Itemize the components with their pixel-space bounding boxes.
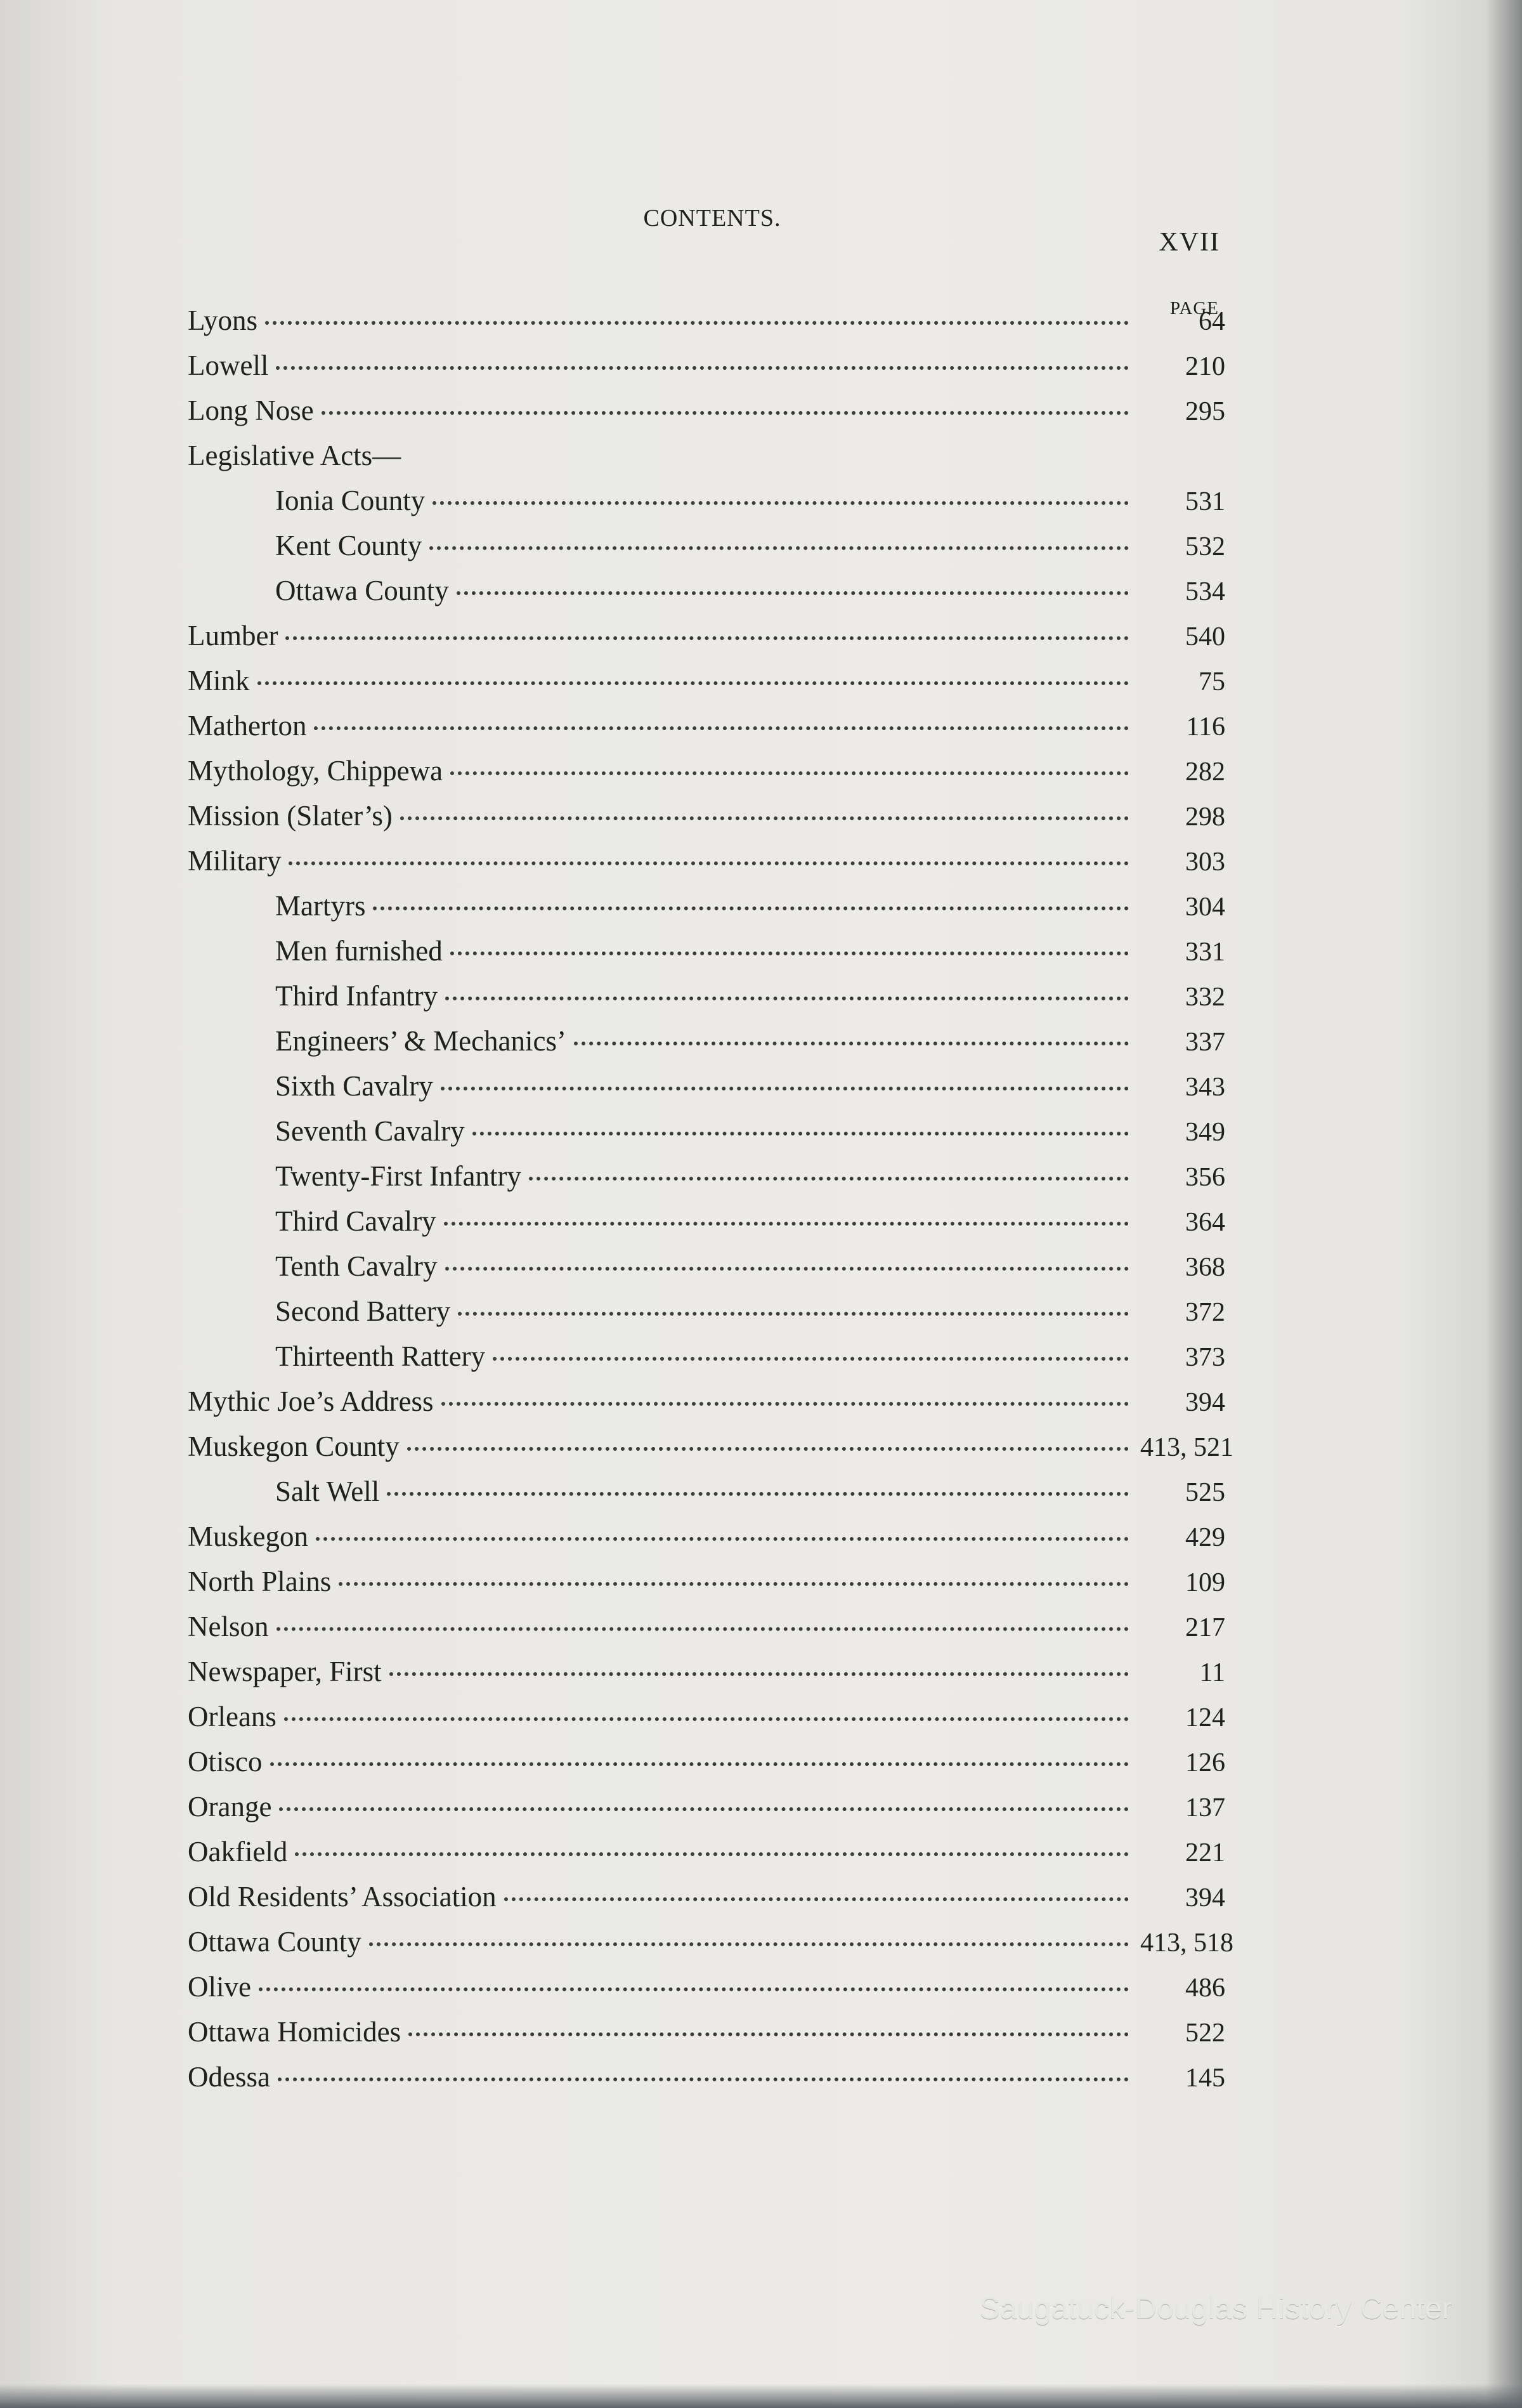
toc-subentry [188, 929, 1225, 974]
toc-entry-label: Third Infantry [275, 980, 438, 1012]
toc-subentry [188, 884, 1225, 929]
toc-entry [188, 613, 1225, 658]
toc-entry-label: Second Battery [275, 1295, 451, 1327]
toc-entry-label: Mink [188, 665, 250, 697]
toc-entry-page: 337 [1185, 1028, 1225, 1057]
toc-entry-page: 372 [1185, 1298, 1225, 1327]
roman-page-number: XVII [1159, 228, 1220, 257]
toc-entry [188, 1739, 1225, 1784]
leader-dots [407, 1446, 1129, 1451]
leader-dots [441, 1401, 1129, 1406]
toc-subentry [188, 1019, 1225, 1064]
toc-entry [188, 749, 1225, 794]
toc-entry-label: Lyons [188, 304, 258, 336]
toc-subentry [188, 974, 1225, 1019]
leader-dots [458, 1311, 1129, 1316]
toc-entry-label: Thirteenth Rattery [275, 1340, 486, 1372]
leader-dots [278, 2077, 1129, 2081]
toc-entry-page: 331 [1185, 938, 1225, 967]
toc-entry-page: 295 [1185, 397, 1225, 426]
toc-entry-page: 394 [1185, 1388, 1225, 1417]
toc-entry [188, 1965, 1225, 2010]
leader-dots [400, 816, 1129, 820]
toc-entry-label: Military [188, 845, 282, 877]
toc-entry-label: Olive [188, 1971, 251, 2003]
leader-dots [444, 1221, 1129, 1226]
toc-heading [188, 433, 1225, 478]
toc-entry-label: Third Cavalry [275, 1205, 436, 1237]
toc-entry-page: 532 [1185, 532, 1225, 561]
toc-entry-page: 303 [1185, 847, 1225, 877]
leader-dots [279, 1807, 1129, 1811]
toc-subentry [188, 1109, 1225, 1154]
toc-entry-label: Nelson [188, 1611, 269, 1642]
leader-dots [472, 1131, 1129, 1135]
toc-entry-page: 75 [1199, 667, 1225, 697]
leader-dots [265, 320, 1129, 325]
toc-entry-label: Orange [188, 1791, 272, 1822]
toc-entry-page: 137 [1185, 1793, 1225, 1822]
toc-entry-label: Martyrs [275, 890, 366, 922]
toc-subentry [188, 1154, 1225, 1199]
toc-entry [188, 1784, 1225, 1829]
toc-entry-page: 11 [1199, 1658, 1225, 1687]
leader-dots [457, 591, 1129, 595]
toc-entry-label: Mythology, Chippewa [188, 755, 443, 787]
leader-dots [289, 861, 1129, 865]
toc-entry-page: 210 [1185, 352, 1225, 381]
toc-entry-page: 413, 521 [1140, 1433, 1233, 1462]
toc-entry [188, 298, 1225, 343]
toc-entry-label: Odessa [188, 2061, 270, 2093]
leader-dots [295, 1852, 1129, 1856]
toc-entry-label: Tenth Cavalry [275, 1250, 438, 1282]
leader-dots [408, 2032, 1129, 2036]
leader-dots [441, 1086, 1129, 1090]
leader-dots [445, 996, 1129, 1000]
leader-dots [339, 1581, 1129, 1586]
leader-dots [373, 906, 1129, 910]
toc-entry [188, 1875, 1225, 1920]
toc-entry [188, 703, 1225, 749]
toc-entry-page: 368 [1185, 1253, 1225, 1282]
toc-entry [188, 1514, 1225, 1559]
toc-entry-label: Mythic Joe’s Address [188, 1385, 434, 1417]
toc-entry-label: Lowell [188, 350, 269, 381]
leader-dots [493, 1356, 1129, 1361]
toc-entry-label: Matherton [188, 710, 307, 742]
toc-entry-page: 126 [1185, 1748, 1225, 1777]
leader-dots [574, 1041, 1129, 1045]
leader-dots [270, 1762, 1129, 1766]
toc-entry-page: 145 [1185, 2064, 1225, 2093]
toc-entry-page: 349 [1185, 1118, 1225, 1147]
leader-dots [429, 546, 1129, 550]
leader-space [408, 459, 1129, 460]
toc-entry [188, 343, 1225, 388]
leader-dots [285, 636, 1129, 640]
toc-entry [188, 1559, 1225, 1604]
toc-entry-page: 217 [1185, 1613, 1225, 1642]
toc-entry-page: 343 [1185, 1073, 1225, 1102]
toc-entry-page: 332 [1185, 983, 1225, 1012]
toc-subentry [188, 1244, 1225, 1289]
toc-entry-label: Salt Well [275, 1476, 380, 1507]
leader-dots [529, 1176, 1129, 1181]
toc-entry [188, 1604, 1225, 1649]
toc-entry-page: 116 [1186, 712, 1225, 742]
toc-entry-label: Ottawa Homicides [188, 2016, 401, 2048]
toc-entry-label: Twenty-First Infantry [275, 1160, 522, 1192]
toc-entry-page: 525 [1185, 1478, 1225, 1507]
toc-entry-page: 298 [1185, 802, 1225, 832]
bottom-page-shadow [0, 2384, 1522, 2408]
toc-entry [188, 1920, 1233, 1965]
leader-dots [504, 1897, 1129, 1901]
toc-entry-label: Otisco [188, 1746, 263, 1777]
toc-entry-page: 356 [1185, 1163, 1225, 1192]
toc-entry-label: Newspaper, First [188, 1656, 382, 1687]
leader-dots [369, 1942, 1129, 1946]
leader-dots [433, 501, 1129, 505]
toc-entry-page: 534 [1185, 577, 1225, 606]
contents-title: CONTENTS. [643, 205, 781, 232]
toc-entry-label: Sixth Cavalry [275, 1070, 433, 1102]
leader-dots [314, 726, 1129, 730]
leader-dots [389, 1672, 1129, 1676]
toc-entry-page: 531 [1185, 487, 1225, 516]
leader-dots [276, 365, 1129, 370]
toc-subentry [188, 568, 1225, 613]
leader-dots [445, 1266, 1129, 1271]
toc-entry-label: Muskegon [188, 1521, 308, 1552]
leader-dots [276, 1626, 1129, 1631]
toc-entry [188, 1649, 1225, 1694]
toc-entry [188, 388, 1225, 433]
toc-entry-page: 64 [1199, 307, 1225, 336]
toc-entry [188, 2010, 1225, 2055]
toc-entry-label: Muskegon County [188, 1430, 400, 1462]
toc-entry [188, 794, 1225, 839]
history-center-watermark: Saugatuck-Douglas History Center [979, 2292, 1452, 2326]
leader-dots [316, 1536, 1129, 1541]
toc-entry [188, 2055, 1225, 2100]
table-of-contents [188, 298, 1233, 2100]
toc-entry [188, 1379, 1225, 1424]
toc-entry-page: 413, 518 [1140, 1928, 1233, 1958]
toc-entry-label: Ottawa County [275, 575, 449, 606]
toc-subentry [188, 1334, 1225, 1379]
toc-entry [188, 1694, 1225, 1739]
toc-entry-page: 304 [1185, 893, 1225, 922]
right-page-shadow [1485, 0, 1522, 2408]
toc-entry-page: 394 [1185, 1883, 1225, 1913]
toc-subentry [188, 1199, 1225, 1244]
toc-entry [188, 1829, 1225, 1875]
toc-entry-label: Men furnished [275, 935, 443, 967]
toc-entry-label: Ionia County [275, 485, 426, 516]
toc-entry-page: 109 [1185, 1568, 1225, 1597]
toc-entry-label: Old Residents’ Association [188, 1881, 497, 1913]
page-column-label: PAGE [1169, 298, 1219, 318]
toc-entry-label: Long Nose [188, 395, 314, 426]
toc-entry-label: Engineers’ & Mechanics’ [275, 1025, 566, 1057]
toc-subentry [188, 1064, 1225, 1109]
toc-entry-page: 522 [1185, 2019, 1225, 2048]
toc-entry [188, 839, 1225, 884]
toc-subentry [188, 523, 1225, 568]
toc-entry [188, 1424, 1233, 1469]
toc-subentry [188, 1469, 1225, 1514]
toc-entry [188, 658, 1225, 703]
toc-entry-label: Orleans [188, 1701, 276, 1732]
toc-entry-label: Kent County [275, 530, 422, 561]
toc-entry-label: Seventh Cavalry [275, 1115, 465, 1147]
toc-entry-page: 282 [1185, 757, 1225, 787]
leader-dots [450, 771, 1129, 775]
toc-entry-label: Lumber [188, 620, 278, 651]
toc-entry-page: 429 [1185, 1523, 1225, 1552]
toc-entry-label: Legislative Acts— [188, 440, 401, 471]
toc-subentry [188, 1289, 1225, 1334]
leader-dots [450, 951, 1129, 955]
toc-subentry [188, 478, 1225, 523]
toc-entry-label: Ottawa County [188, 1926, 361, 1958]
leader-dots [257, 681, 1129, 685]
toc-entry-label: Oakfield [188, 1836, 288, 1868]
toc-entry-label: Mission (Slater’s) [188, 800, 393, 832]
leader-dots [322, 410, 1129, 415]
toc-entry-page: 486 [1185, 1973, 1225, 2003]
toc-entry-page: 221 [1185, 1838, 1225, 1868]
toc-entry-page: 373 [1185, 1343, 1225, 1372]
leader-dots [387, 1491, 1129, 1496]
toc-entry-page: 364 [1185, 1208, 1225, 1237]
leader-dots [259, 1987, 1129, 1991]
toc-entry-page: 540 [1185, 622, 1225, 651]
toc-entry-label: North Plains [188, 1566, 332, 1597]
leader-dots [284, 1717, 1129, 1721]
toc-entry-page: 124 [1185, 1703, 1225, 1732]
